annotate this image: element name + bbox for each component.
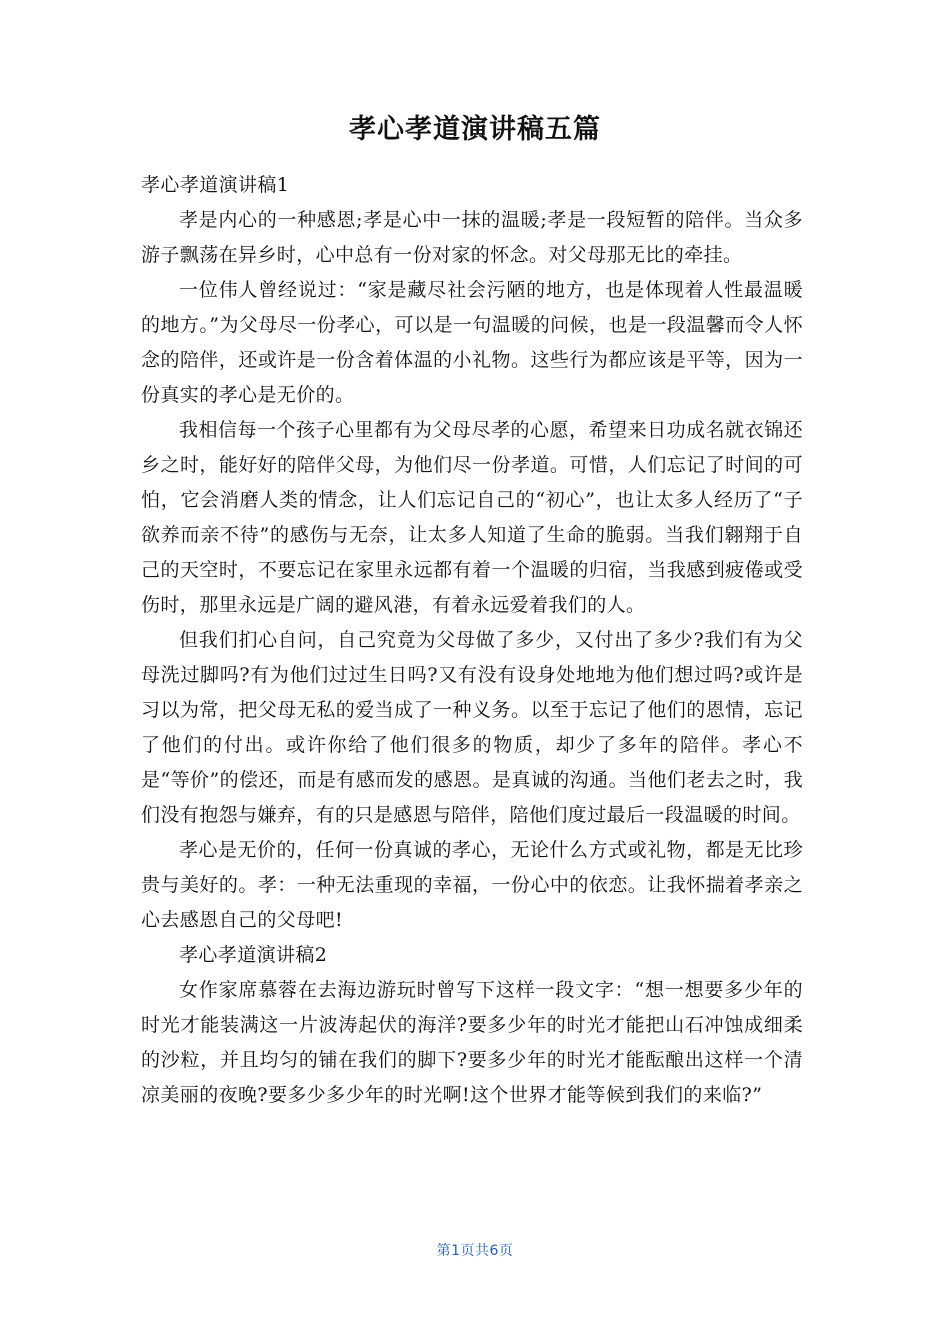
paragraph: 一位伟人曾经说过：“家是藏尽社会污陋的地方，也是体现着人性最温暖的地方。”为父母尽一份孝心，可以是一句温暖的问候，也是一段温馨而令人怀念的陪伴，还或许是一份含着体温的小礼物。这些行为都应该是平等，因为一份真实的孝心是无价的。 <box>141 279 803 406</box>
paragraph: 我相信每一个孩子心里都有为父母尽孝的心愿，希望来日功成名就衣锦还乡之时，能好好的陪伴父母，为他们尽一份孝道。可惜，人们忘记了时间的可怕，它会消磨人类的情念，让人们忘记自己的“初心”，也让太多人经历了“子欲养而亲不待”的感伤与无奈，让太多人知道了生命的脆弱。当我们翱翔于自己的天空时，不要忘记在家里永远都有着一个温暖的归宿，当我感到疲倦或受伤时，那里永远是广阔的避风港，有着永远爱着我们的人。 <box>141 419 803 616</box>
page-number-footer: 第1页共6页 <box>436 1243 514 1259</box>
paragraph: 孝是内心的一种感恩;孝是心中一抹的温暖;孝是一段短暂的陪伴。当众多游子飘荡在异乡时，心中总有一份对家的怀念。对父母那无比的牵挂。 <box>141 209 803 266</box>
paragraph: 但我们扪心自问，自己究竟为父母做了多少，又付出了多少?我们有为父母洗过脚吗?有为他们过过生日吗?又有没有设身处地地为他们想过吗?或许是习以为常，把父母无私的爱当成了一种义务。以至于忘记了他们的恩情，忘记了他们的付出。或许你给了他们很多的物质，却少了多年的陪伴。孝心不是“等价”的偿还，而是有感而发的感恩。是真诚的沟通。当他们老去之时，我们没有抱怨与嫌弃，有的只是感恩与陪伴，陪他们度过最后一段温暖的时间。 <box>141 629 803 826</box>
document-body <box>141 168 803 1113</box>
paragraph: 女作家席慕蓉在去海边游玩时曾写下这样一段文字：“想一想要多少年的时光才能装满这一片波涛起伏的海洋?要多少年的时光才能把山石冲蚀成细柔的沙粒，并且均匀的铺在我们的脚下?要多少年的时光才能酝酿出这样一个清凉美丽的夜晚?要多少多少年的时光啊!这个世界才能等候到我们的来临?” <box>141 979 803 1106</box>
paragraph: 孝心是无价的，任何一份真诚的孝心，无论什么方式或礼物，都是无比珍贵与美好的。孝：一种无法重现的幸福，一份心中的依恋。让我怀揣着孝亲之心去感恩自己的父母吧! <box>141 839 803 931</box>
section-heading-2: 孝心孝道演讲稿2 <box>179 944 328 966</box>
document-title: 孝心孝道演讲稿五篇 <box>349 114 601 145</box>
section-heading-1: 孝心孝道演讲稿1 <box>141 174 290 196</box>
